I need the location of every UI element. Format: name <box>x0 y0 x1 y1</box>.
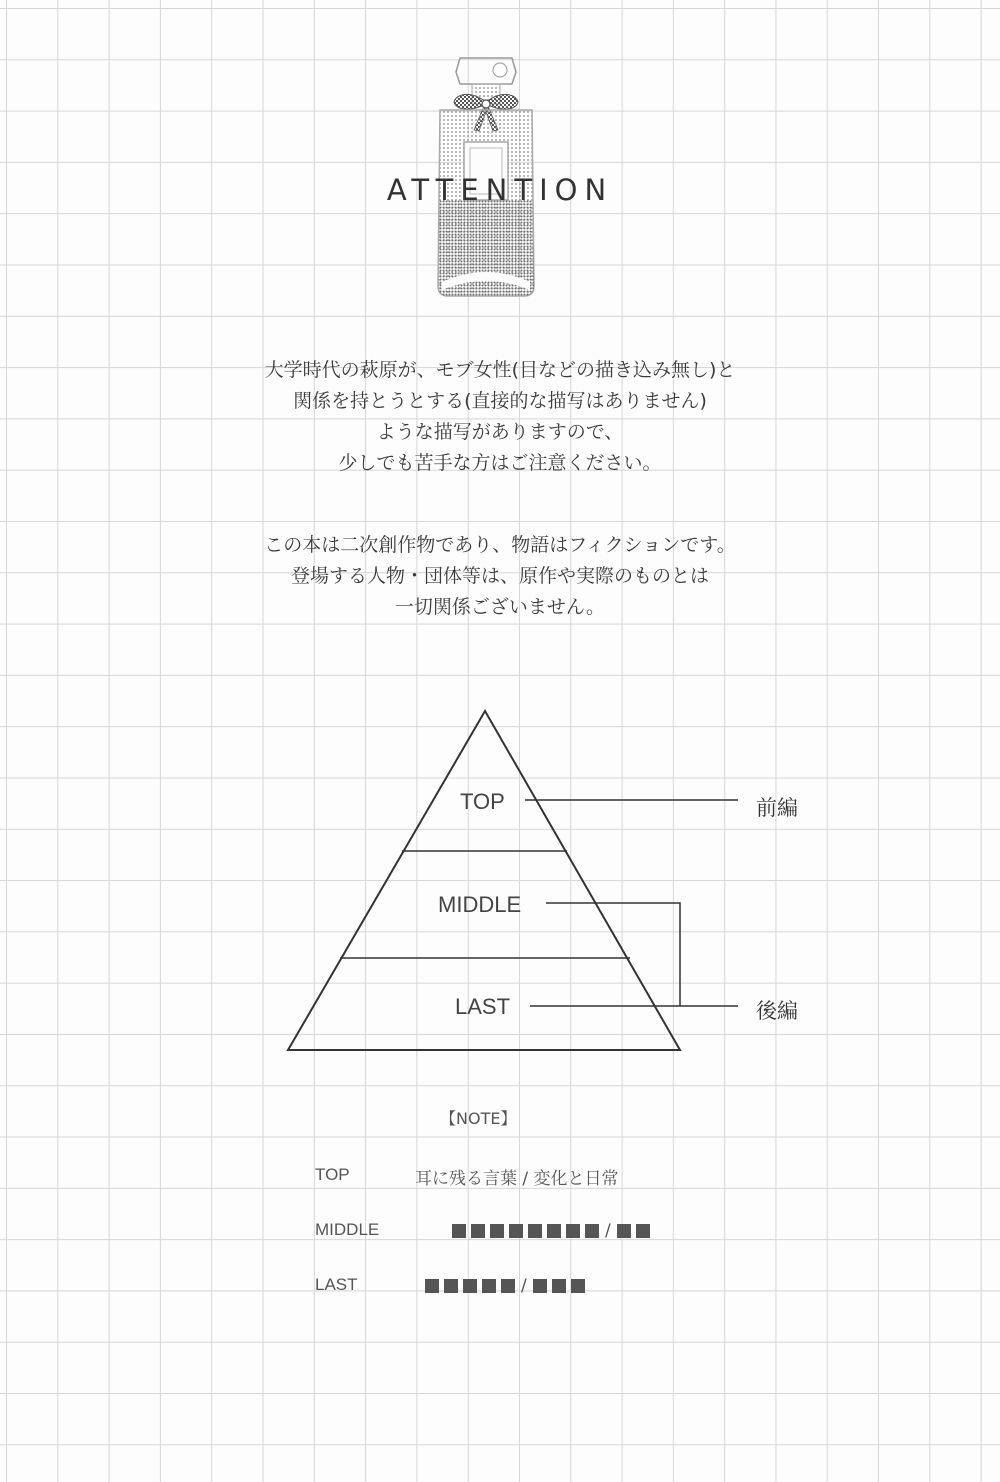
disclaimer-line: この本は二次創作物であり、物語はフィクションです。 <box>264 534 736 556</box>
redacted-block <box>585 1224 599 1238</box>
note-key-last: LAST <box>315 1275 358 1294</box>
note-key-top: TOP <box>315 1165 350 1184</box>
page-title: ATTENTION <box>386 173 614 208</box>
redacted-block <box>571 1279 585 1293</box>
redacted-block <box>444 1279 458 1293</box>
redacted-block <box>552 1279 566 1293</box>
redacted-block <box>617 1224 631 1238</box>
tier-label-middle: MIDDLE <box>438 892 522 917</box>
warning-line: ような描写がありますので、 <box>376 421 624 443</box>
redacted-block <box>547 1224 561 1238</box>
redacted-block <box>463 1279 477 1293</box>
redacted-block <box>471 1224 485 1238</box>
part-label-first: 前編 <box>756 796 798 820</box>
redacted-block <box>501 1279 515 1293</box>
redaction-separator: / <box>521 1276 527 1296</box>
content-warning <box>0 355 1000 479</box>
tier-label-top: TOP <box>460 789 505 814</box>
redaction-separator: / <box>605 1221 611 1241</box>
redacted-value-middle <box>452 1220 655 1242</box>
part-label-second: 後編 <box>756 999 798 1023</box>
disclaimer-line: 一切関係ございません。 <box>394 596 606 618</box>
note-title: 【NOTE】 <box>440 1109 517 1128</box>
redacted-block <box>482 1279 496 1293</box>
warning-line: 大学時代の萩原が、モブ女性(目などの描き込み無し)と <box>264 359 736 381</box>
redacted-block <box>509 1224 523 1238</box>
redacted-block <box>452 1224 466 1238</box>
redacted-block <box>566 1224 580 1238</box>
warning-line: 関係を持とうとする(直接的な描写はありません) <box>293 390 707 412</box>
redacted-block <box>425 1279 439 1293</box>
disclaimer-line: 登場する人物・団体等は、原作や実際のものとは <box>290 565 709 587</box>
warning-line: 少しでも苦手な方はご注意ください。 <box>338 452 662 474</box>
tier-label-last: LAST <box>455 994 511 1019</box>
disclaimer <box>0 530 1000 623</box>
redacted-block <box>528 1224 542 1238</box>
redacted-block <box>636 1224 650 1238</box>
note-value-top: 耳に残る言葉 / 変化と日常 <box>415 1169 619 1189</box>
middle-connector <box>546 903 680 1006</box>
note-key-middle: MIDDLE <box>315 1220 380 1239</box>
redacted-block <box>490 1224 504 1238</box>
redacted-value-last <box>425 1275 590 1297</box>
redacted-block <box>533 1279 547 1293</box>
